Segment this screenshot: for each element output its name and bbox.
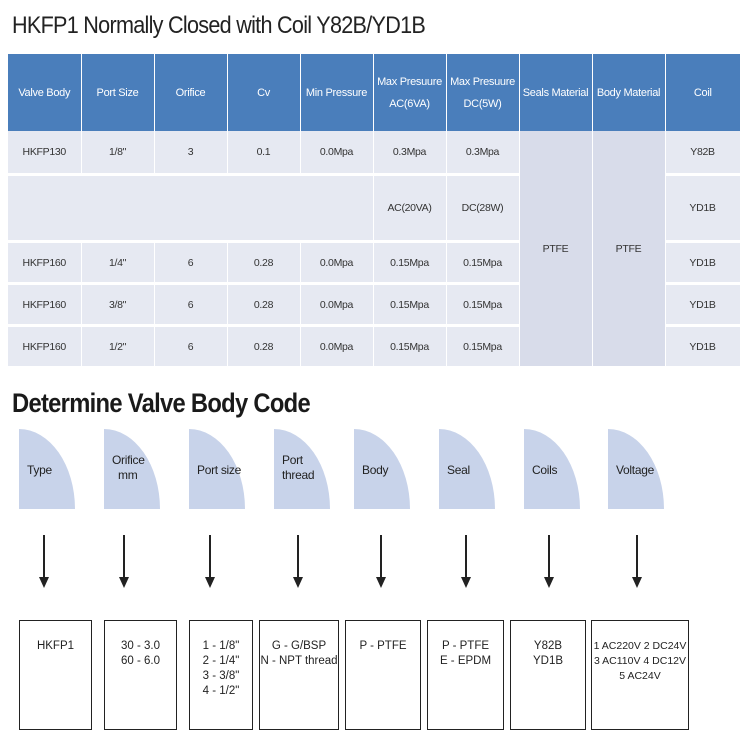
table-row [8,131,740,175]
down-arrow-icon [205,535,215,590]
table-cell: 0.0Mpa [300,284,373,326]
table-cell: 0.28 [227,284,300,326]
option-box-coils [510,620,586,730]
header-orifice: Orifice [154,54,227,131]
down-arrow-icon [544,535,554,590]
table-cell: 0.28 [227,242,300,284]
header-coil: Coil [665,54,740,131]
header-max-dc-line2: DC(5W) [463,97,502,110]
option-box-body [345,620,421,730]
down-arrow-icon [119,535,129,590]
header-body-material: Body Material [592,54,665,131]
option-line: 5 AC24V [619,670,661,682]
table-cell: YD1B [665,242,740,284]
table-cell: 1/8" [81,131,154,175]
option-line: YD1B [532,655,564,667]
step-port-size [189,429,245,509]
option-box-port-thread [259,620,339,730]
step-label: Coils [532,463,558,477]
table-cell: 0.15Mpa [446,326,519,368]
option-line: 3 AC110V 4 DC12V [593,655,687,667]
option-line: G - G/BSP [271,640,327,652]
table-cell: 1/2" [81,326,154,368]
step-body [354,429,410,509]
table-cell: DC(28W) [446,175,519,242]
step-port-thread [274,429,330,509]
table-cell: 0.28 [227,326,300,368]
header-max-ac-line2: AC(6VA) [389,97,430,110]
spec-table [8,54,741,369]
step-label-sub: thread [282,468,315,482]
option-box-seal [427,620,504,730]
table-cell: 0.3Mpa [446,131,519,175]
table-cell: 6 [154,284,227,326]
table-cell: HKFP160 [8,284,81,326]
step-coils [524,429,580,509]
section-title: Determine Valve Body Code [12,388,310,418]
table-cell: YD1B [665,326,740,368]
table-cell: HKFP160 [8,326,81,368]
page-title: HKFP1 Normally Closed with Coil Y82B/YD1B [12,12,426,39]
option-line: E - EPDM [439,655,492,667]
table-cell: YD1B [665,284,740,326]
table-cell: 0.15Mpa [446,242,519,284]
header-max-pressure-ac [373,54,446,131]
table-header-row [8,54,740,131]
option-line: P - PTFE [359,640,407,652]
table-cell: 0.1 [227,131,300,175]
step-label: Body [362,463,389,477]
step-label: Orifice [112,453,145,467]
table-cell: HKFP160 [8,242,81,284]
option-line: Y82B [533,640,563,652]
table-cell: 0.0Mpa [300,242,373,284]
step-label: Voltage [616,463,654,477]
option-line: HKFP1 [36,640,75,652]
option-line: 3 - 3/8" [202,670,240,682]
step-type [19,429,75,509]
table-cell: HKFP130 [8,131,81,175]
option-line: N - NPT thread [260,655,338,667]
option-box-orifice [104,620,177,730]
table-cell: 6 [154,242,227,284]
down-arrow-icon [39,535,49,590]
step-label: Type [27,463,52,477]
seals-material-cell: PTFE [519,131,592,368]
table-cell: 0.0Mpa [300,131,373,175]
table-cell: 3 [154,131,227,175]
option-box-type [19,620,92,730]
option-line: 2 - 1/4" [202,655,240,667]
table-cell: 0.15Mpa [446,284,519,326]
table-cell: 0.15Mpa [373,284,446,326]
option-line: 1 - 1/8" [202,640,240,652]
header-port-size: Port Size [81,54,154,131]
table-cell: 0.15Mpa [373,242,446,284]
table-cell: 1/4" [81,242,154,284]
down-arrow-icon [293,535,303,590]
step-label: Port [282,453,303,467]
option-line: 30 - 3.0 [121,640,160,652]
table-cell: Y82B [665,131,740,175]
option-line: P - PTFE [441,640,490,652]
table-cell: 0.15Mpa [373,326,446,368]
option-line: 60 - 6.0 [121,655,160,667]
step-label-sub: mm [118,468,138,482]
body-material-cell: PTFE [592,131,665,368]
table-cell: 0.0Mpa [300,326,373,368]
option-line: 1 AC220V 2 DC24V [593,640,687,652]
table-cell: YD1B [665,175,740,242]
table-cell: AC(20VA) [373,175,446,242]
down-arrow-icon [461,535,471,590]
step-seal [439,429,495,509]
header-valve-body: Valve Body [8,54,81,131]
step-label: Port size [197,463,241,477]
step-voltage [608,429,664,509]
header-max-ac-line1: Max Presuure [377,75,442,88]
header-max-pressure-dc [446,54,519,131]
option-box-voltage [591,620,689,730]
header-max-dc-line1: Max Presuure [450,75,515,88]
down-arrow-icon [632,535,642,590]
header-seals-material: Seals Material [519,54,592,131]
option-line: 4 - 1/2" [202,685,240,697]
option-box-port-size [189,620,253,730]
down-arrow-icon [376,535,386,590]
step-orifice [104,429,160,509]
header-cv: Cv [227,54,300,131]
table-cell-empty [8,175,373,242]
step-label: Seal [447,463,470,477]
table-cell: 0.3Mpa [373,131,446,175]
table-cell: 3/8" [81,284,154,326]
table-cell: 6 [154,326,227,368]
header-min-pressure: Min Pressure [300,54,373,131]
